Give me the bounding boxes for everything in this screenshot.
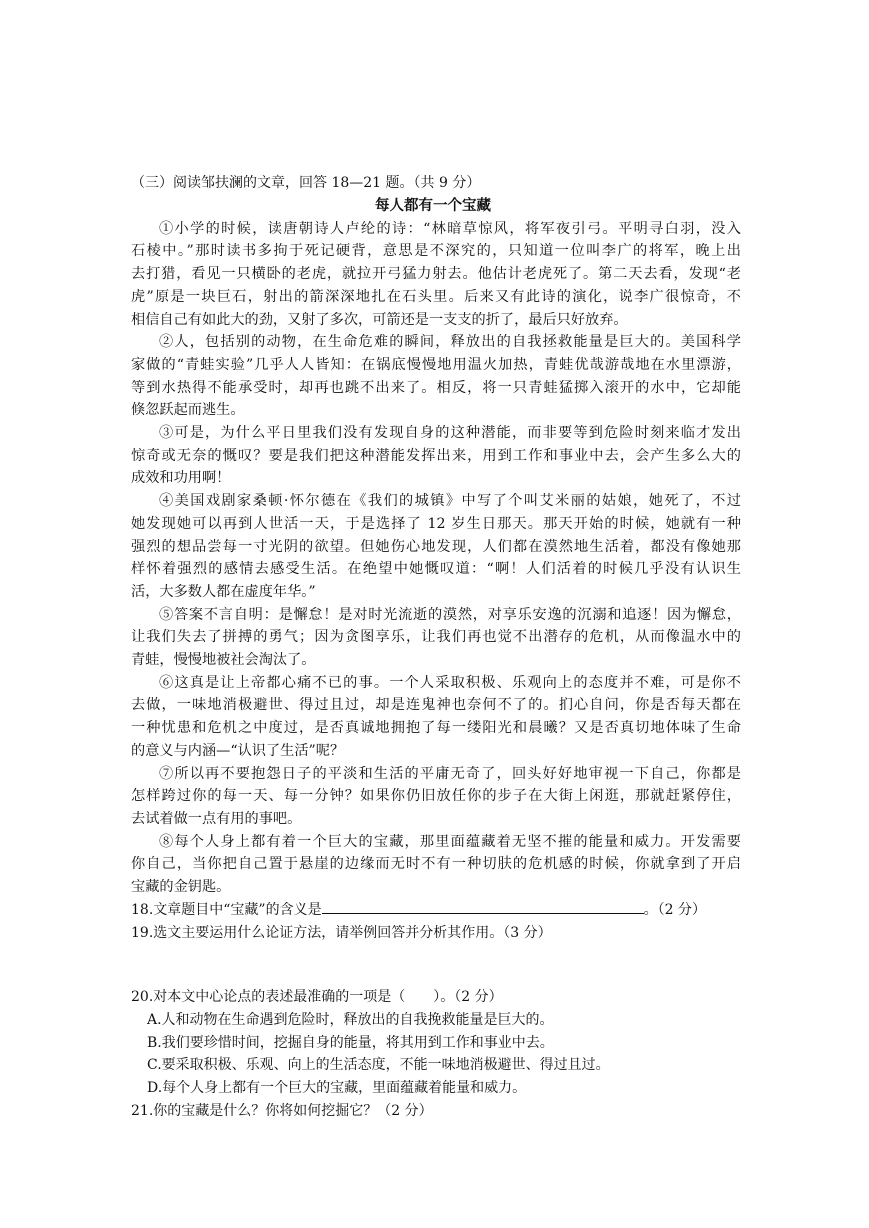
paragraph-line: ⑥这真是让上帝都心痛不已的事。一个人采取积极、乐观向上的态度并不难，可是你不 [159,674,741,691]
paragraph-line: 样怀着强烈的感情去感受生活。在绝望中她慨叹道：“啊！人们活着的时候几乎没有认识生 [131,561,741,578]
paragraph-line: ⑦所以再不要抱怨日子的平淡和生活的平庸无奇了，回头好好地审视一下自己，你都是 [159,765,741,782]
paragraph-line: 活，大多数人都在虚度年华。” [131,583,316,600]
question-18 [131,899,741,922]
paragraph-line: ②人，包括别的动物，在生命危难的瞬间，释放出的自我拯救能量是巨大的。美国科学 [159,334,741,351]
paragraph-line: 石棱中。”那时读书多拘于死记硬背，意思是不深究的，只知道一位叫李广的将军，晚上出 [131,243,741,260]
paragraph-line: ⑧每个人身上都有着一个巨大的宝藏，那里面蕴藏着无坚不摧的能量和威力。开发需要 [159,833,741,850]
article-title: 每人都有一个宝藏 [375,197,491,214]
question-18-text: 18.文章题目中“宝藏”的含义是 [131,901,322,918]
article-paragraph [131,490,741,604]
question-20-option-d: D.每个人身上都有一个巨大的宝藏，里面蕴藏着能量和威力。 [147,1080,527,1097]
paragraph-line: 相信自己有如此大的劲，又射了多次，可箭还是一支支的折了，最后只好放弃。 [131,311,628,328]
paragraph-line: 成效和功用啊！ [131,470,231,487]
question-20-option-c: C.要采取积极、乐观、向上的生活态度，不能一味地消极避世、得过且过。 [147,1057,610,1074]
paragraph-line: ④美国戏剧家桑顿·怀尔德在《我们的城镇》中写了个叫艾米丽的姑娘，她死了，不过 [159,493,741,510]
paragraph-line: 让我们失去了拼搏的勇气；因为贪图享乐，让我们再也觉不出潜存的危机，从而像温水中的 [131,629,741,646]
section-header: （三）阅读邹扶澜的文章，回答 18—21 题。（共 9 分） [131,175,481,191]
paragraph-line: 她发现她可以再到人世活一天，于是选择了 12 岁生日那天。那天开始的时候，她就有一种 [131,515,741,532]
paragraph-line: 去试着做一点有用的事吧。 [131,810,302,827]
question-20-option-b: B.我们要珍惜时间，挖掘自身的能量，将其用到工作和事业中去。 [147,1034,554,1051]
paragraph-line: ③可是，为什么平日里我们没有发现自身的这种潜能，而非要等到危险时刻来临才发出 [159,425,741,442]
paragraph-line: 去做，一味地消极避世、得过且过，却是连鬼神也奈何不了的。扪心自问，你是否每天都在 [131,697,741,714]
paragraph-line: 青蛙，慢慢地被社会淘汰了。 [131,652,316,669]
article-paragraph [131,422,741,490]
paragraph-line: ①小学的时候，读唐朝诗人卢纶的诗：“林暗草惊风，将军夜引弓。平明寻白羽，没入 [159,220,741,237]
answer-blank-18[interactable] [322,899,644,914]
paragraph-line: 怎样跨过你的每一天、每一分钟？如果你仍旧放任你的步子在大街上闲逛，那就赶紧停住， [131,788,741,805]
question-18-score: 。（2 分） [643,901,706,918]
question-20: 20.对本文中心论点的表述最准确的一项是（ ）。（2 分） [131,989,503,1006]
paragraph-line: 的意义与内涵—“认识了生活”呢？ [131,742,345,759]
paragraph-line: 惊奇或无奈的慨叹？要是我们把这种潜能发挥出来，用到工作和事业中去，会产生多么大的 [131,447,741,464]
paragraph-line: 一种忧患和危机之中度过，是否真诚地拥抱了每一缕阳光和晨曦？又是否真切地体味了生命 [131,720,741,737]
article-paragraph [131,831,741,899]
article-paragraph [131,672,741,763]
question-21: 21.你的宝藏是什么？你将如何挖掘它？（2 分） [131,1102,433,1119]
article-paragraph [131,604,741,672]
paragraph-line: ⑤答案不言自明：是懈怠！是对时光流逝的漠然，对享乐安逸的沉溺和追逐！因为懈怠， [159,606,741,623]
paragraph-line: 虎”原是一块巨石，射出的箭深深地扎在石头里。后来又有此诗的演化，说李广很惊奇，不 [131,288,741,305]
paragraph-line: 家做的“青蛙实验”几乎人人皆知：在锅底慢慢地用温火加热，青蛙优哉游哉地在水里漂游， [131,356,741,373]
paragraph-line: 你自己，当你把自己置于悬崖的边缘而无时不有一种切肤的危机感的时候，你就拿到了开启 [131,856,741,873]
paragraph-line: 强烈的想品尝每一寸光阴的欲望。但她伤心地发现，人们都在漠然地生活着，都没有像她那 [131,538,741,555]
article-paragraph [131,331,741,422]
article-paragraph [131,763,741,831]
question-19: 19.选文主要运用什么论证方法，请举例回答并分析其作用。（3 分） [131,924,552,941]
paragraph-line: 宝藏的金钥匙。 [131,879,231,896]
document-content [131,172,741,1122]
paragraph-line: 等到水热得不能承受时，却再也跳不出来了。相反，将一只青蛙猛掷入滚开的水中，它却能 [131,379,741,396]
question-20-option-a: A.人和动物在生命遇到危险时，释放出的自我挽救能量是巨大的。 [147,1011,554,1028]
paragraph-line: 去打猎，看见一只横卧的老虎，就拉开弓猛力射去。他估计老虎死了。第二天去看，发现“老 [131,266,741,283]
paragraph-line: 倏忽跃起而逃生。 [131,402,245,419]
article-body [131,218,741,899]
article-paragraph [131,218,741,332]
